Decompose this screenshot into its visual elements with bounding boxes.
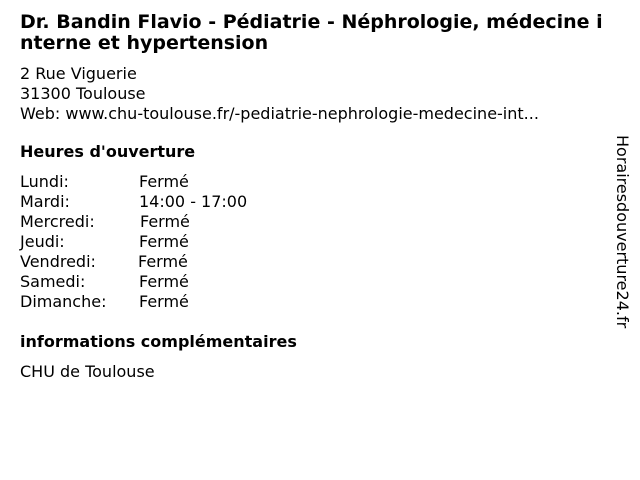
address-street: 2 Rue Viguerie — [20, 64, 137, 83]
info-heading: informations complémentaires — [20, 332, 297, 351]
address-city: 31300 Toulouse — [20, 84, 146, 103]
hours-row-tuesday — [20, 192, 612, 212]
day-label: Mercredi: — [20, 212, 95, 231]
day-label: Vendredi: — [20, 252, 96, 271]
hours-row-friday — [20, 252, 612, 272]
hours-heading: Heures d'ouverture — [20, 142, 196, 161]
day-hours: Fermé — [139, 232, 189, 251]
day-label: Samedi: — [20, 272, 86, 291]
page-title: Dr. Bandin Flavio - Pédiatrie - Néphrologie, médecine interne et hypertension — [20, 11, 603, 54]
day-label: Lundi: — [20, 172, 69, 191]
website-link[interactable]: Web: www.chu-toulouse.fr/-pediatrie-nephrologie-medecine-int... — [20, 104, 539, 123]
address-block — [20, 64, 612, 124]
hours-row-sunday — [20, 292, 612, 312]
day-label: Jeudi: — [20, 232, 65, 251]
day-hours: Fermé — [140, 212, 190, 231]
site-watermark: Horairesdouverture24.fr — [613, 135, 632, 329]
listing-card — [20, 12, 612, 382]
day-label: Dimanche: — [20, 292, 107, 311]
hours-row-monday — [20, 172, 612, 192]
info-text: CHU de Toulouse — [20, 362, 155, 381]
hours-row-saturday — [20, 272, 612, 292]
day-hours: 14:00 - 17:00 — [139, 192, 248, 211]
day-label: Mardi: — [20, 192, 70, 211]
day-hours: Fermé — [139, 172, 189, 191]
day-hours: Fermé — [138, 252, 188, 271]
day-hours: Fermé — [139, 272, 189, 291]
hours-row-wednesday — [20, 212, 612, 232]
hours-table — [20, 172, 612, 312]
hours-row-thursday — [20, 232, 612, 252]
day-hours: Fermé — [139, 292, 189, 311]
